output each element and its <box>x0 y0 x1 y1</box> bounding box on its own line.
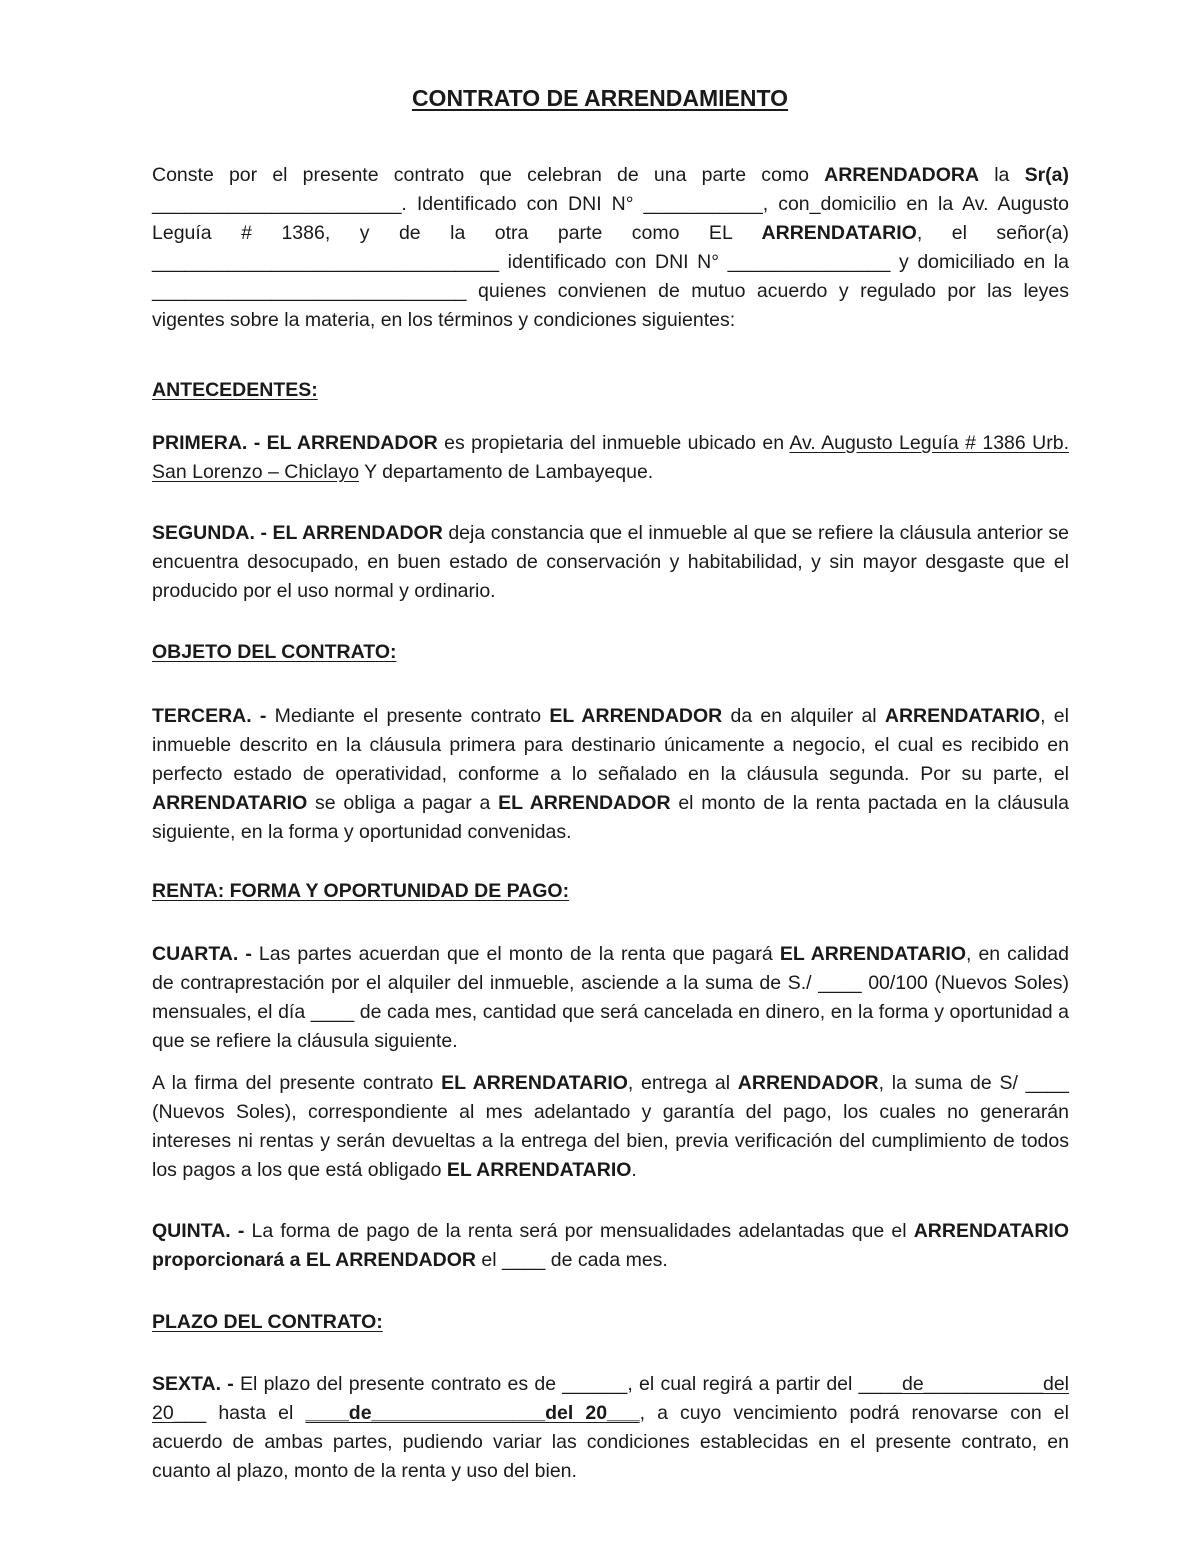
clause-label: QUINTA. - <box>152 1220 245 1242</box>
clause-text: el monto de la renta pactada en la cláusula siguiente, en la forma y oportunidad convenidas. <box>152 792 1069 843</box>
party-name: ARRENDATARIO <box>884 705 1041 727</box>
arrendatario-label: ARRENDATARIO <box>761 222 917 244</box>
clause-text: La forma de pago de la renta será por mensualidades adelantadas que el <box>244 1220 914 1242</box>
clause-text: deja constancia que el inmueble al que se refiere la cláusula anterior se encuentra desocupado, en buen estado de conservación y habitabilidad, y sin mayor desgaste que el producido por el uso normal y ordinario. <box>152 522 1069 602</box>
intro-paragraph <box>152 161 1069 335</box>
party-name: ARRENDATARIO <box>152 792 308 814</box>
objeto-heading: OBJETO DEL CONTRATO: <box>152 641 397 663</box>
party-name: EL ARRENDADOR <box>549 705 723 727</box>
party-name: EL ARRENDADOR <box>498 792 671 814</box>
clause-label: SEGUNDA. - EL ARRENDADOR <box>152 522 443 544</box>
renta-heading: RENTA: FORMA Y OPORTUNIDAD DE PAGO: <box>152 880 570 902</box>
party-name: ARRENDATARIO proporcionará a EL ARRENDADOR <box>152 1220 1069 1271</box>
clause-text: El plazo del presente contrato es de ______, el cual regirá a partir del <box>233 1373 859 1395</box>
clause-text: , en calidad de contraprestación por el alquiler del inmueble, asciende a la suma de S./ ____ 00/100 (Nuevos Soles) mensuales, el día ____ de cada mes, cantidad que será cancelada en dinero, en la forma y oportunidad a que se refiere la cláusula siguiente. <box>152 943 1069 1052</box>
clause-text: Y departamento de Lambayeque. <box>359 461 654 483</box>
end-date-blank: ____de________________del 20___ <box>305 1402 640 1424</box>
clause-label: PRIMERA. - EL ARRENDADOR <box>152 432 438 454</box>
start-date-blank: ____de___________del 20___ <box>152 1373 1069 1424</box>
clause-text: Mediante el presente contrato <box>266 705 550 727</box>
intro-text: la <box>979 164 1025 186</box>
party-name: EL ARRENDATARIO <box>441 1072 628 1094</box>
antecedentes-heading: ANTECEDENTES: <box>152 379 318 401</box>
clause-text: A la firma del presente contrato <box>152 1072 442 1094</box>
clause-quinta <box>152 1217 1069 1275</box>
clause-primera <box>152 429 1069 487</box>
clause-text: se obliga a pagar a <box>307 792 499 814</box>
sra-label: Sr(a) <box>1024 164 1069 186</box>
firma-paragraph <box>152 1069 1069 1185</box>
clause-text: . <box>631 1159 637 1181</box>
clause-text: , a cuyo vencimiento podrá renovarse con el acuerdo de ambas partes, pudiendo variar las condiciones establecidas en el presente contrato, en cuanto al plazo, monto de la renta y uso del bien. <box>152 1402 1069 1482</box>
plazo-heading: PLAZO DEL CONTRATO: <box>152 1311 383 1333</box>
clause-label: CUARTA. - <box>152 943 252 965</box>
clause-segunda <box>152 519 1069 606</box>
intro-text: Conste por el presente contrato que celebran de una parte como <box>152 164 825 186</box>
party-name: EL ARRENDATARIO <box>446 1159 632 1181</box>
clause-text: da en alquiler al <box>722 705 885 727</box>
clause-text: , la suma de S/ ____ (Nuevos Soles), correspondiente al mes adelantado y garantía del pago, los cuales no generarán intereses ni rentas y serán devueltas a la entrega del bien, previa verificación del cumplimiento de todos los pagos a los que está obligado <box>152 1072 1069 1181</box>
clause-text: , el inmueble descrito en la cláusula primera para destinario únicamente a negocio, el cual es recibido en perfecto estado de operatividad, conforme a lo señalado en la cláusula segunda. Por su parte, el <box>152 705 1069 785</box>
property-address: Av. Augusto Leguía # 1386 Urb. San Lorenzo – Chiclayo <box>152 432 1069 483</box>
document-title: CONTRATO DE ARRENDAMIENTO <box>411 85 789 111</box>
clause-tercera <box>152 702 1069 847</box>
clause-cuarta <box>152 940 1069 1056</box>
clause-label: TERCERA. - <box>152 705 267 727</box>
clause-text: hasta el <box>206 1402 306 1424</box>
arrendadora-label: ARRENDADORA <box>824 164 980 186</box>
clause-text: Las partes acuerdan que el monto de la renta que pagará <box>251 943 780 965</box>
party-name: ARRENDADOR <box>737 1072 879 1094</box>
clause-text: el ____ de cada mes. <box>475 1249 668 1271</box>
clause-label: SEXTA. - <box>152 1373 234 1395</box>
clause-text: es propietaria del inmueble ubicado en <box>437 432 790 454</box>
clause-text: , entrega al <box>627 1072 738 1094</box>
party-name: EL ARRENDATARIO <box>779 943 966 965</box>
intro-text: , el señor(a) ________________________________ identificado con DNI N° _______________ y domiciliado en la _____________________________ quienes convienen de mutuo acuerdo y regulado por las leyes vigentes sobre la materia, en los términos y condiciones siguientes: <box>152 222 1069 331</box>
intro-text: _______________________. Identificado con DNI N° ___________, con_domicilio en la Av. Augusto Leguía # 1386, y de la otra parte como EL <box>152 193 1069 244</box>
clause-sexta <box>152 1370 1069 1486</box>
